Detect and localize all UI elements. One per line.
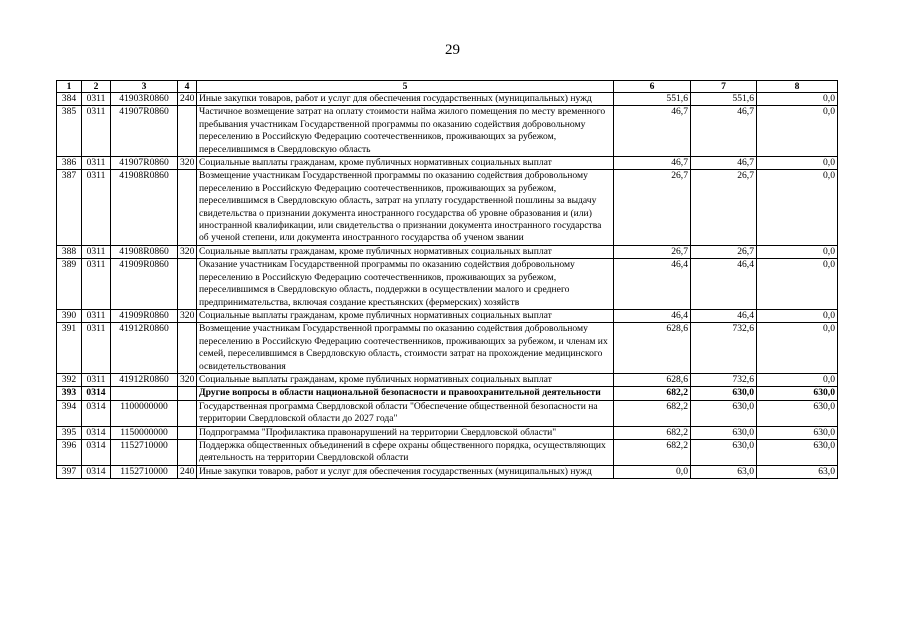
table-row: [57, 426, 838, 439]
table-row: [57, 245, 838, 258]
row-number: 387: [57, 170, 82, 245]
section-code: 0314: [82, 426, 111, 439]
target-code: 41912R0860: [111, 323, 178, 374]
target-code: 41909R0860: [111, 259, 178, 310]
value-col-7: 732,6: [691, 323, 757, 374]
section-code: 0314: [82, 387, 111, 400]
value-col-7: 46,4: [691, 259, 757, 310]
header-row: [57, 81, 838, 93]
header-col-8: 8: [757, 81, 838, 93]
value-col-6: 628,6: [614, 323, 691, 374]
value-col-6: 682,2: [614, 439, 691, 465]
header-col-2: 2: [82, 81, 111, 93]
expense-type: [178, 170, 197, 245]
target-code: 41903R0860: [111, 93, 178, 106]
value-col-7: 26,7: [691, 245, 757, 258]
table-row: [57, 157, 838, 170]
value-col-7: 551,6: [691, 93, 757, 106]
value-col-8: 630,0: [757, 426, 838, 439]
value-col-8: 63,0: [757, 465, 838, 478]
value-col-8: 0,0: [757, 93, 838, 106]
row-number: 388: [57, 245, 82, 258]
value-col-8: 630,0: [757, 400, 838, 426]
table-row: [57, 106, 838, 157]
value-col-8: 0,0: [757, 106, 838, 157]
table-row: [57, 439, 838, 465]
description: Иные закупки товаров, работ и услуг для обеспечения государственных (муниципальных) нужд: [197, 465, 614, 478]
expense-type: [178, 387, 197, 400]
description: Возмещение участникам Государственной программы по оказанию содействия добровольному переселению в Российскую Федерацию соотечественников, проживающих за рубежом, переселившимся в Свердловскую область, затрат на уплату государственной пошлины за выдачу свидетельства о признании документа иностранного государства об уровне образования и (или) иностранной квалификации, или свидетельства о признании документа иностранного государства об ученой степени, или документа иностранного государства об ученом звании: [197, 170, 614, 245]
table-row: [57, 170, 838, 245]
header-col-3: 3: [111, 81, 178, 93]
target-code: 41908R0860: [111, 245, 178, 258]
value-col-7: 46,7: [691, 106, 757, 157]
target-code: 41907R0860: [111, 106, 178, 157]
row-number: 393: [57, 387, 82, 400]
value-col-8: 0,0: [757, 157, 838, 170]
target-code: 41907R0860: [111, 157, 178, 170]
page-number: 29: [445, 42, 460, 58]
description: Подпрограмма "Профилактика правонарушений на территории Свердловской области": [197, 426, 614, 439]
value-col-7: 630,0: [691, 387, 757, 400]
table-row: [57, 323, 838, 374]
value-col-7: 630,0: [691, 439, 757, 465]
expense-type: [178, 439, 197, 465]
header-col-4: 4: [178, 81, 197, 93]
table-row: [57, 400, 838, 426]
description: Другие вопросы в области национальной безопасности и правоохранительной деятельности: [197, 387, 614, 400]
target-code: 41909R0860: [111, 309, 178, 322]
row-number: 392: [57, 373, 82, 386]
value-col-6: 0,0: [614, 465, 691, 478]
description: Поддержка общественных объединений в сфере охраны общественного порядка, осуществляющих деятельность на территории Свердловской области: [197, 439, 614, 465]
value-col-7: 630,0: [691, 426, 757, 439]
table-row: [57, 93, 838, 106]
section-code: 0314: [82, 465, 111, 478]
expense-type: 240: [178, 465, 197, 478]
row-number: 385: [57, 106, 82, 157]
row-number: 386: [57, 157, 82, 170]
value-col-8: 0,0: [757, 259, 838, 310]
header-col-6: 6: [614, 81, 691, 93]
value-col-8: 0,0: [757, 323, 838, 374]
description: Социальные выплаты гражданам, кроме публичных нормативных социальных выплат: [197, 157, 614, 170]
description: Оказание участникам Государственной программы по оказанию содействия добровольному переселению в Российскую Федерацию соотечественников, проживающих за рубежом, переселившимся в Свердловскую область, поддержки в осуществлении малого и среднего предпринимательства, включая создание крестьянских (фермерских) хозяйств: [197, 259, 614, 310]
section-code: 0314: [82, 439, 111, 465]
row-number: 390: [57, 309, 82, 322]
section-code: 0311: [82, 245, 111, 258]
value-col-8: 630,0: [757, 439, 838, 465]
target-code: 1152710000: [111, 465, 178, 478]
header-col-1: 1: [57, 81, 82, 93]
row-number: 394: [57, 400, 82, 426]
description: Частичное возмещение затрат на оплату стоимости найма жилого помещения по месту временного пребывания участникам Государственной программы по оказанию содействия добровольному переселению в Российскую Федерацию соотечественников, проживающих за рубежом, переселившимся в Свердловскую область: [197, 106, 614, 157]
section-code: 0311: [82, 309, 111, 322]
table-row: [57, 259, 838, 310]
row-number: 384: [57, 93, 82, 106]
value-col-7: 63,0: [691, 465, 757, 478]
value-col-6: 46,7: [614, 157, 691, 170]
value-col-6: 682,2: [614, 387, 691, 400]
expense-type: [178, 426, 197, 439]
value-col-8: 0,0: [757, 309, 838, 322]
value-col-8: 0,0: [757, 245, 838, 258]
value-col-7: 630,0: [691, 400, 757, 426]
expense-type: 320: [178, 157, 197, 170]
expense-type: [178, 259, 197, 310]
value-col-6: 46,4: [614, 259, 691, 310]
target-code: [111, 387, 178, 400]
value-col-6: 682,2: [614, 426, 691, 439]
target-code: 41912R0860: [111, 373, 178, 386]
expense-type: 320: [178, 245, 197, 258]
row-number: 395: [57, 426, 82, 439]
value-col-6: 26,7: [614, 245, 691, 258]
section-code: 0311: [82, 157, 111, 170]
table-row: [57, 309, 838, 322]
header-col-7: 7: [691, 81, 757, 93]
section-code: 0311: [82, 93, 111, 106]
table-row: [57, 373, 838, 386]
description: Иные закупки товаров, работ и услуг для обеспечения государственных (муниципальных) нужд: [197, 93, 614, 106]
value-col-7: 46,4: [691, 309, 757, 322]
value-col-7: 26,7: [691, 170, 757, 245]
value-col-6: 46,7: [614, 106, 691, 157]
value-col-8: 0,0: [757, 373, 838, 386]
description: Социальные выплаты гражданам, кроме публичных нормативных социальных выплат: [197, 309, 614, 322]
value-col-6: 682,2: [614, 400, 691, 426]
expense-type: 320: [178, 373, 197, 386]
table-row: [57, 387, 838, 400]
value-col-6: 628,6: [614, 373, 691, 386]
section-code: 0311: [82, 323, 111, 374]
target-code: 1152710000: [111, 439, 178, 465]
table-row: [57, 465, 838, 478]
expense-type: [178, 106, 197, 157]
row-number: 397: [57, 465, 82, 478]
value-col-6: 46,4: [614, 309, 691, 322]
value-col-6: 551,6: [614, 93, 691, 106]
section-code: 0311: [82, 373, 111, 386]
target-code: 1100000000: [111, 400, 178, 426]
value-col-8: 630,0: [757, 387, 838, 400]
target-code: 41908R0860: [111, 170, 178, 245]
expense-type: 240: [178, 93, 197, 106]
value-col-7: 46,7: [691, 157, 757, 170]
value-col-6: 26,7: [614, 170, 691, 245]
value-col-8: 0,0: [757, 170, 838, 245]
expense-type: 320: [178, 309, 197, 322]
expense-type: [178, 323, 197, 374]
header-col-5: 5: [197, 81, 614, 93]
budget-table: [56, 80, 838, 479]
section-code: 0311: [82, 170, 111, 245]
description: Социальные выплаты гражданам, кроме публичных нормативных социальных выплат: [197, 373, 614, 386]
description: Возмещение участникам Государственной программы по оказанию содействия добровольному переселению в Российскую Федерацию соотечественников, проживающих за рубежом, и членам их семей, переселившимся в Свердловскую область, стоимости затрат на прохождение медицинского освидетельствования: [197, 323, 614, 374]
section-code: 0311: [82, 106, 111, 157]
target-code: 1150000000: [111, 426, 178, 439]
row-number: 391: [57, 323, 82, 374]
description: Социальные выплаты гражданам, кроме публичных нормативных социальных выплат: [197, 245, 614, 258]
row-number: 389: [57, 259, 82, 310]
expense-type: [178, 400, 197, 426]
section-code: 0314: [82, 400, 111, 426]
value-col-7: 732,6: [691, 373, 757, 386]
description: Государственная программа Свердловской области "Обеспечение общественной безопасности на территории Свердловской области до 2027 года": [197, 400, 614, 426]
table-body: [57, 93, 838, 479]
section-code: 0311: [82, 259, 111, 310]
row-number: 396: [57, 439, 82, 465]
